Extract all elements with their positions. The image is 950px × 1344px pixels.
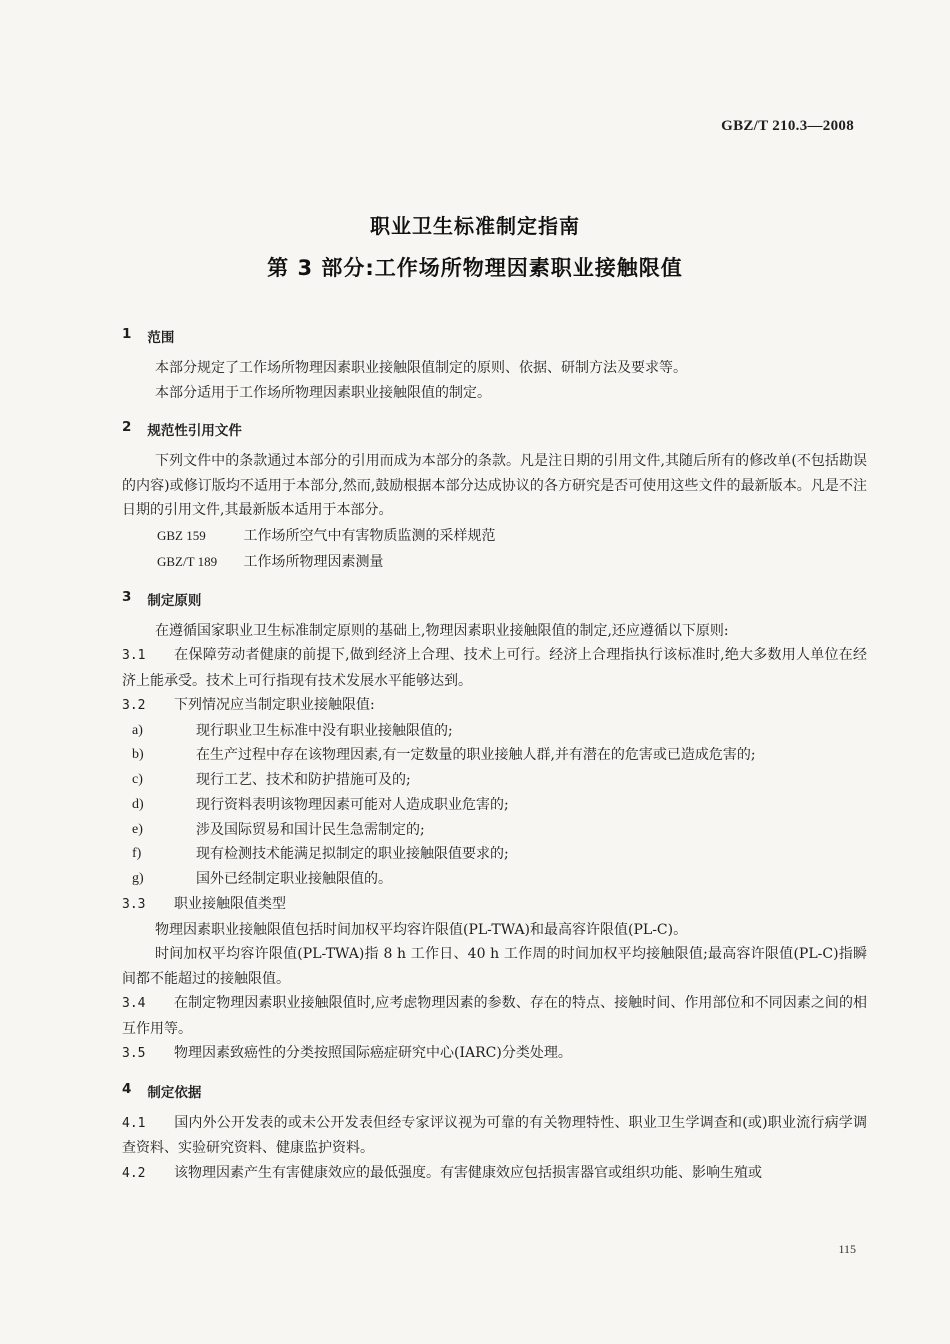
reference-item — [122, 523, 867, 549]
clause-number: 4.2 — [122, 1165, 146, 1181]
paragraph: 本部分规定了工作场所物理因素职业接触限值制定的原则、依据、研制方法及要求等。 — [155, 360, 687, 376]
paragraph: 在遵循国家职业卫生标准制定原则的基础上,物理因素职业接触限值的制定,还应遵循以下原则: — [155, 622, 729, 639]
clause-text: 在保障劳动者健康的前提下,做到经济上合理、技术上可行。经济上合理指执行该标准时,绝大多数用人单位在经济上能承受。技术上可行指现有技术发展水平能够达到。 — [122, 647, 867, 689]
section-4-heading — [122, 1081, 867, 1101]
section-3-heading — [122, 589, 867, 609]
section-1-heading — [122, 326, 867, 346]
clause-number: 3.2 — [122, 698, 146, 713]
section-number: 1 — [122, 326, 132, 342]
clause-text: 职业接触限值类型 — [174, 896, 286, 913]
paragraph: 时间加权平均容许限值(PL-TWA)指 8 h 工作日、40 h 工作周的时间加权平均接触限值;最高容许限值(PL-C)指瞬间都不能超过的接触限值。 — [122, 946, 867, 987]
clause-4-1 — [122, 1111, 867, 1161]
clause-number: 3.1 — [122, 648, 146, 663]
clause-text: 国内外公开发表的或未公开发表但经专家评议视为可靠的有关物理特性、职业卫生学调查和(或)职业流行病学调查资料、实验研究资料、健康监护资料。 — [122, 1114, 867, 1157]
list-item: f) 现有检测技术能满足拟制定的职业接触限值要求的; — [132, 846, 509, 863]
clause-3-2 — [122, 693, 867, 719]
section-title: 范围 — [147, 330, 175, 346]
reference-title: 工作场所物理因素测量 — [243, 553, 384, 570]
clause-text: 物理因素致癌性的分类按照国际癌症研究中心(IARC)分类处理。 — [174, 1045, 572, 1062]
paragraph: 本部分适用于工作场所物理因素职业接触限值的制定。 — [155, 384, 491, 401]
clause-number: 4.1 — [122, 1115, 146, 1131]
clause-3-5 — [122, 1041, 867, 1067]
clause-number: 3.5 — [122, 1046, 146, 1062]
clause-3-3 — [122, 892, 867, 918]
list-item: c) 现行工艺、技术和防护措施可及的; — [132, 772, 411, 789]
document-title: 职业卫生标准制定指南 — [370, 214, 580, 238]
paragraph: 下列文件中的条款通过本部分的引用而成为本部分的条款。凡是注日期的引用文件,其随后所有的修改单(不包括勘误的内容)或修订版均不适用于本部分,然而,鼓励根据本部分达成协议的各方研究是否可使用这些文件的最新版本。凡是不注日期的引用文件,其最新版本适用于本部分。 — [122, 453, 867, 518]
reference-item — [122, 549, 867, 575]
section-title: 制定原则 — [147, 592, 202, 609]
list-item: g) 国外已经制定职业接触限值的。 — [132, 871, 392, 888]
list-item: a) 现行职业卫生标准中没有职业接触限值的; — [132, 722, 453, 739]
list-item: b) 在生产过程中存在该物理因素,有一定数量的职业接触人群,并有潜在的危害或已造成危害的; — [132, 747, 756, 764]
section-2-heading — [122, 419, 867, 439]
reference-title: 工作场所空气中有害物质监测的采样规范 — [243, 527, 496, 544]
page-number: 115 — [838, 1242, 856, 1256]
reference-code: GBZ/T 189 — [157, 553, 218, 569]
section-title: 规范性引用文件 — [147, 423, 242, 439]
clause-3-4 — [122, 991, 867, 1041]
document-subtitle: 第 3 部分:工作场所物理因素职业接触限值 — [267, 256, 683, 280]
reference-code: GBZ 159 — [157, 527, 206, 543]
clause-4-2 — [122, 1161, 867, 1187]
section-number: 2 — [122, 419, 132, 435]
paragraph: 物理因素职业接触限值包括时间加权平均容许限值(PL-TWA)和最高容许限值(PL-C)。 — [155, 921, 688, 938]
section-title: 制定依据 — [147, 1084, 202, 1101]
list-item: e) 涉及国际贸易和国计民生急需制定的; — [132, 821, 425, 838]
clause-text: 下列情况应当制定职业接触限值: — [174, 697, 375, 713]
section-number: 3 — [122, 588, 132, 605]
clause-text: 在制定物理因素职业接触限值时,应考虑物理因素的参数、存在的特点、接触时间、作用部位和不同因素之间的相互作用等。 — [122, 995, 867, 1037]
section-number: 4 — [122, 1080, 132, 1097]
list-item: d) 现行资料表明该物理因素可能对人造成职业危害的; — [132, 796, 509, 813]
clause-number: 3.3 — [122, 897, 146, 913]
document-body — [122, 326, 867, 1186]
clause-text: 该物理因素产生有害健康效应的最低强度。有害健康效应包括损害器官或组织功能、影响生殖或 — [174, 1164, 762, 1181]
standard-code: GBZ/T 210.3—2008 — [721, 118, 854, 134]
clause-3-1 — [122, 643, 867, 693]
clause-number: 3.4 — [122, 996, 146, 1012]
clause-3-2-list — [122, 719, 867, 893]
